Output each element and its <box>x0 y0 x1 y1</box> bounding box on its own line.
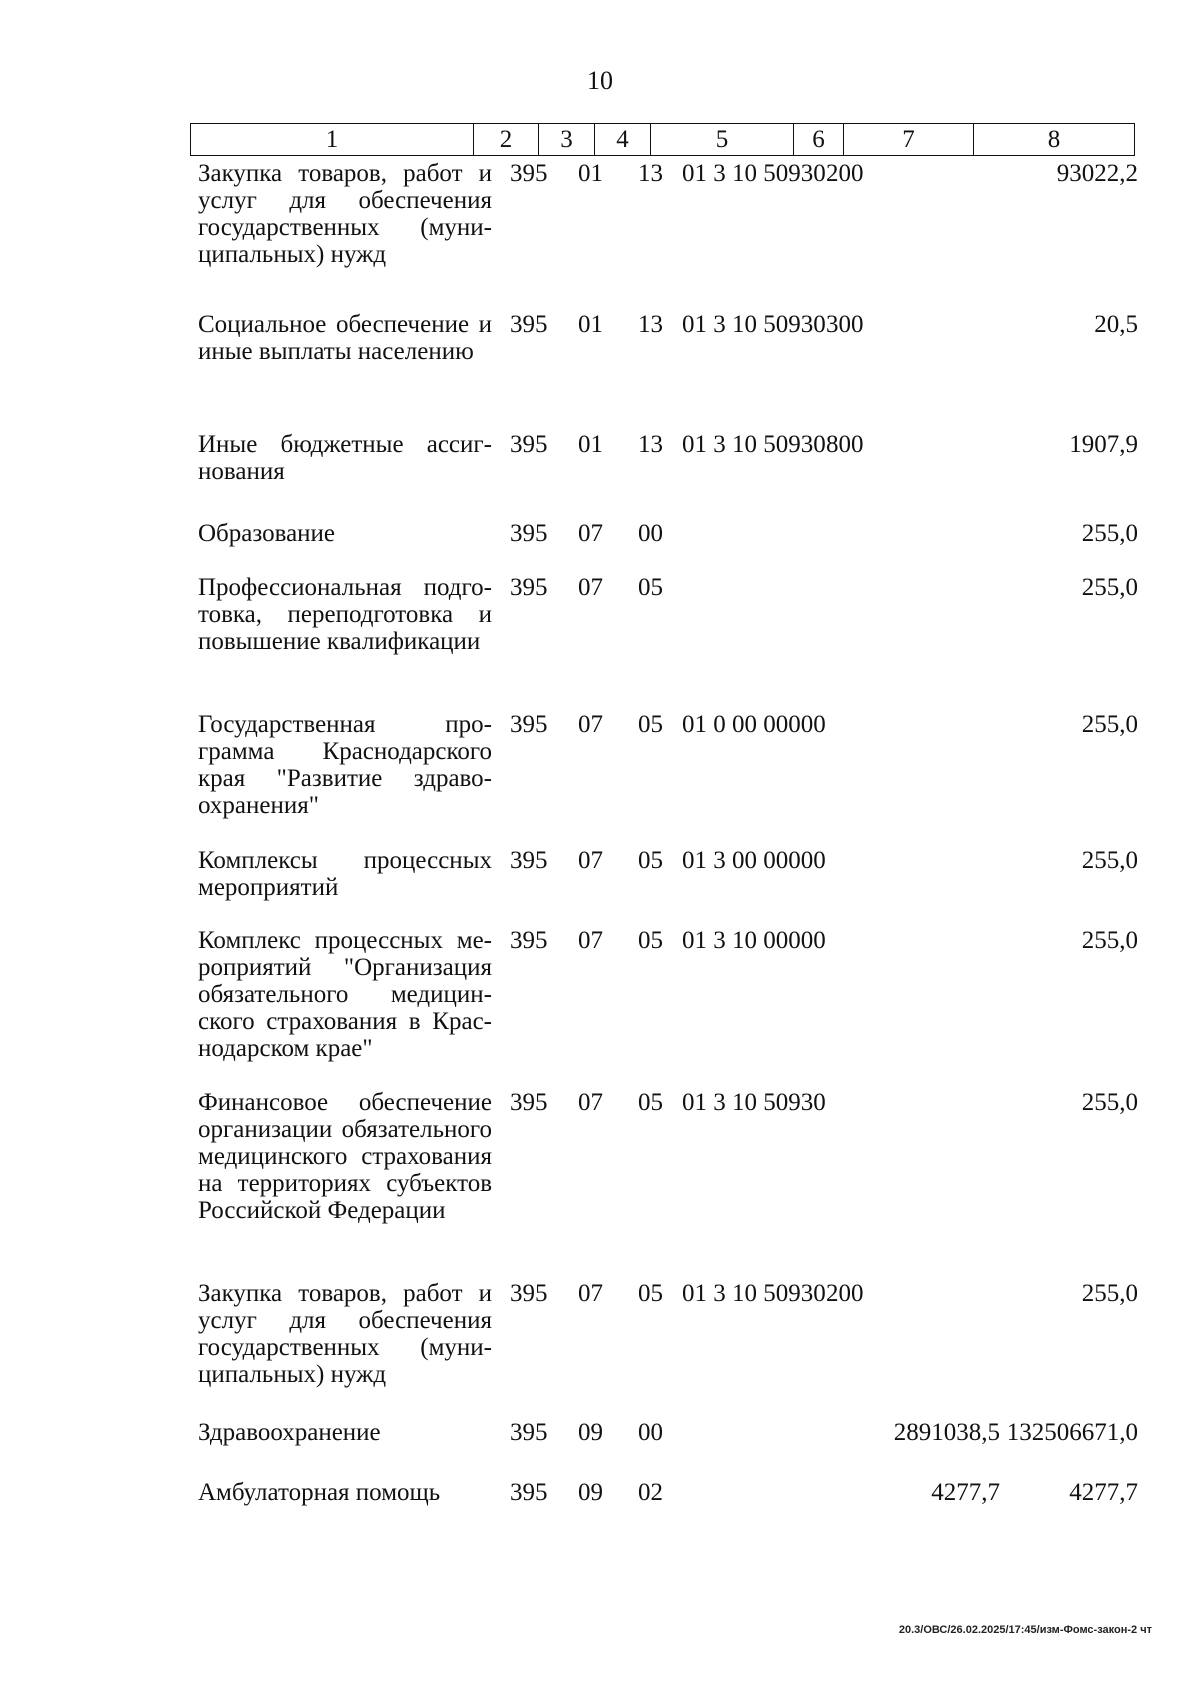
row-col-3: 07 <box>578 1089 603 1116</box>
header-col-8: 8 <box>973 124 1134 155</box>
row-col-3: 07 <box>578 574 603 601</box>
row-col-4: 05 <box>638 847 663 874</box>
row-col-3: 01 <box>578 160 603 187</box>
row-col-3: 07 <box>578 1280 603 1307</box>
row-name: Профессиональная подготовка, переподготовка и повышение квалификации <box>198 574 492 655</box>
row-col-3: 07 <box>578 847 603 874</box>
row-col-4: 05 <box>638 927 663 954</box>
row-col-2: 395 <box>510 927 548 954</box>
row-col-5: 01 3 10 50930 <box>682 431 826 458</box>
row-col-5: 01 0 00 00000 <box>682 711 826 738</box>
row-col-8: 255,0 <box>1081 1089 1138 1116</box>
row-col-2: 395 <box>510 1280 548 1307</box>
row-name: Государственная программа Краснодарского края "Развитие здравоохранения" <box>198 711 492 819</box>
row-col-5: 01 3 10 00000 <box>682 927 826 954</box>
row-col-4: 13 <box>638 311 663 338</box>
row-col-2: 395 <box>510 1089 548 1116</box>
row-col-2: 395 <box>510 711 548 738</box>
row-col-8: 20,5 <box>1094 311 1138 338</box>
header-col-2: 2 <box>473 124 538 155</box>
row-name: Закупка товаров, работ и услуг для обеспечения государственных (муниципальных) нужд <box>198 1280 492 1388</box>
row-name: Закупка товаров, работ и услуг для обеспечения государственных (муниципальных) нужд <box>198 160 492 268</box>
header-col-7: 7 <box>843 124 973 155</box>
row-name: Комплекс процессных мероприятий "Организация обязательного медицинского страхования в Краснодарском крае" <box>198 927 492 1062</box>
row-col-3: 07 <box>578 711 603 738</box>
row-name: Здравоохранение <box>198 1419 381 1446</box>
page-number: 10 <box>587 66 613 95</box>
row-col-8: 255,0 <box>1081 927 1138 954</box>
row-col-2: 395 <box>510 431 548 458</box>
row-name: Амбулаторная помощь <box>198 1479 441 1506</box>
document-footer: 20.3/ОВС/26.02.2025/17:45/изм-Фомс-закон-2 чт <box>898 1624 1152 1636</box>
row-col-5: 01 3 10 50930 <box>682 1089 826 1116</box>
row-col-4: 05 <box>638 574 663 601</box>
row-col-8: 255,0 <box>1081 574 1138 601</box>
row-col-2: 395 <box>510 1479 548 1506</box>
row-col-6: 300 <box>826 311 864 338</box>
row-col-4: 13 <box>638 431 663 458</box>
row-name: Финансовое обеспечение организации обязательного медицинского страхования на территориях субъектов Российской Федерации <box>198 1089 492 1224</box>
row-col-6: 200 <box>826 1280 864 1307</box>
row-col-4: 00 <box>638 1419 663 1446</box>
row-col-2: 395 <box>510 520 548 547</box>
row-col-8: 255,0 <box>1081 711 1138 738</box>
row-col-4: 05 <box>638 1089 663 1116</box>
row-col-2: 395 <box>510 1419 548 1446</box>
row-col-8: 255,0 <box>1081 520 1138 547</box>
row-col-8: 255,0 <box>1081 1280 1138 1307</box>
row-col-8: 4277,7 <box>1069 1479 1138 1506</box>
row-col-3: 07 <box>578 520 603 547</box>
row-col-3: 01 <box>578 311 603 338</box>
row-col-4: 02 <box>638 1479 663 1506</box>
row-col-5: 01 3 10 50930 <box>682 1280 826 1307</box>
table-header <box>190 123 1135 156</box>
row-col-2: 395 <box>510 311 548 338</box>
row-col-8: 132506671,0 <box>1006 1419 1138 1446</box>
row-col-8: 93022,2 <box>1056 160 1138 187</box>
row-col-8: 255,0 <box>1081 847 1138 874</box>
row-col-4: 00 <box>638 520 663 547</box>
row-col-7: 4277,7 <box>931 1479 1000 1506</box>
row-col-4: 05 <box>638 1280 663 1307</box>
row-col-2: 395 <box>510 160 548 187</box>
row-col-6: 200 <box>826 160 864 187</box>
header-col-5: 5 <box>650 124 793 155</box>
row-col-2: 395 <box>510 574 548 601</box>
header-col-4: 4 <box>594 124 650 155</box>
header-col-1: 1 <box>325 125 339 153</box>
row-col-3: 09 <box>578 1479 603 1506</box>
row-col-4: 05 <box>638 711 663 738</box>
row-name: Образование <box>198 520 336 547</box>
row-col-6: 800 <box>826 431 864 458</box>
row-col-4: 13 <box>638 160 663 187</box>
row-col-5: 01 3 10 50930 <box>682 160 826 187</box>
row-col-3: 07 <box>578 927 603 954</box>
row-col-3: 01 <box>578 431 603 458</box>
header-col-3: 3 <box>538 124 594 155</box>
row-col-7: 2891038,5 <box>893 1419 1000 1446</box>
row-col-5: 01 3 10 50930 <box>682 311 826 338</box>
row-name: Комплексы процессных мероприятий <box>198 847 492 901</box>
row-col-3: 09 <box>578 1419 603 1446</box>
header-col-6: 6 <box>793 124 843 155</box>
row-name: Иные бюджетные ассигнования <box>198 431 492 485</box>
row-col-8: 1907,9 <box>1069 431 1138 458</box>
row-col-5: 01 3 00 00000 <box>682 847 826 874</box>
row-name: Социальное обеспечение и иные выплаты населению <box>198 311 492 365</box>
row-col-2: 395 <box>510 847 548 874</box>
